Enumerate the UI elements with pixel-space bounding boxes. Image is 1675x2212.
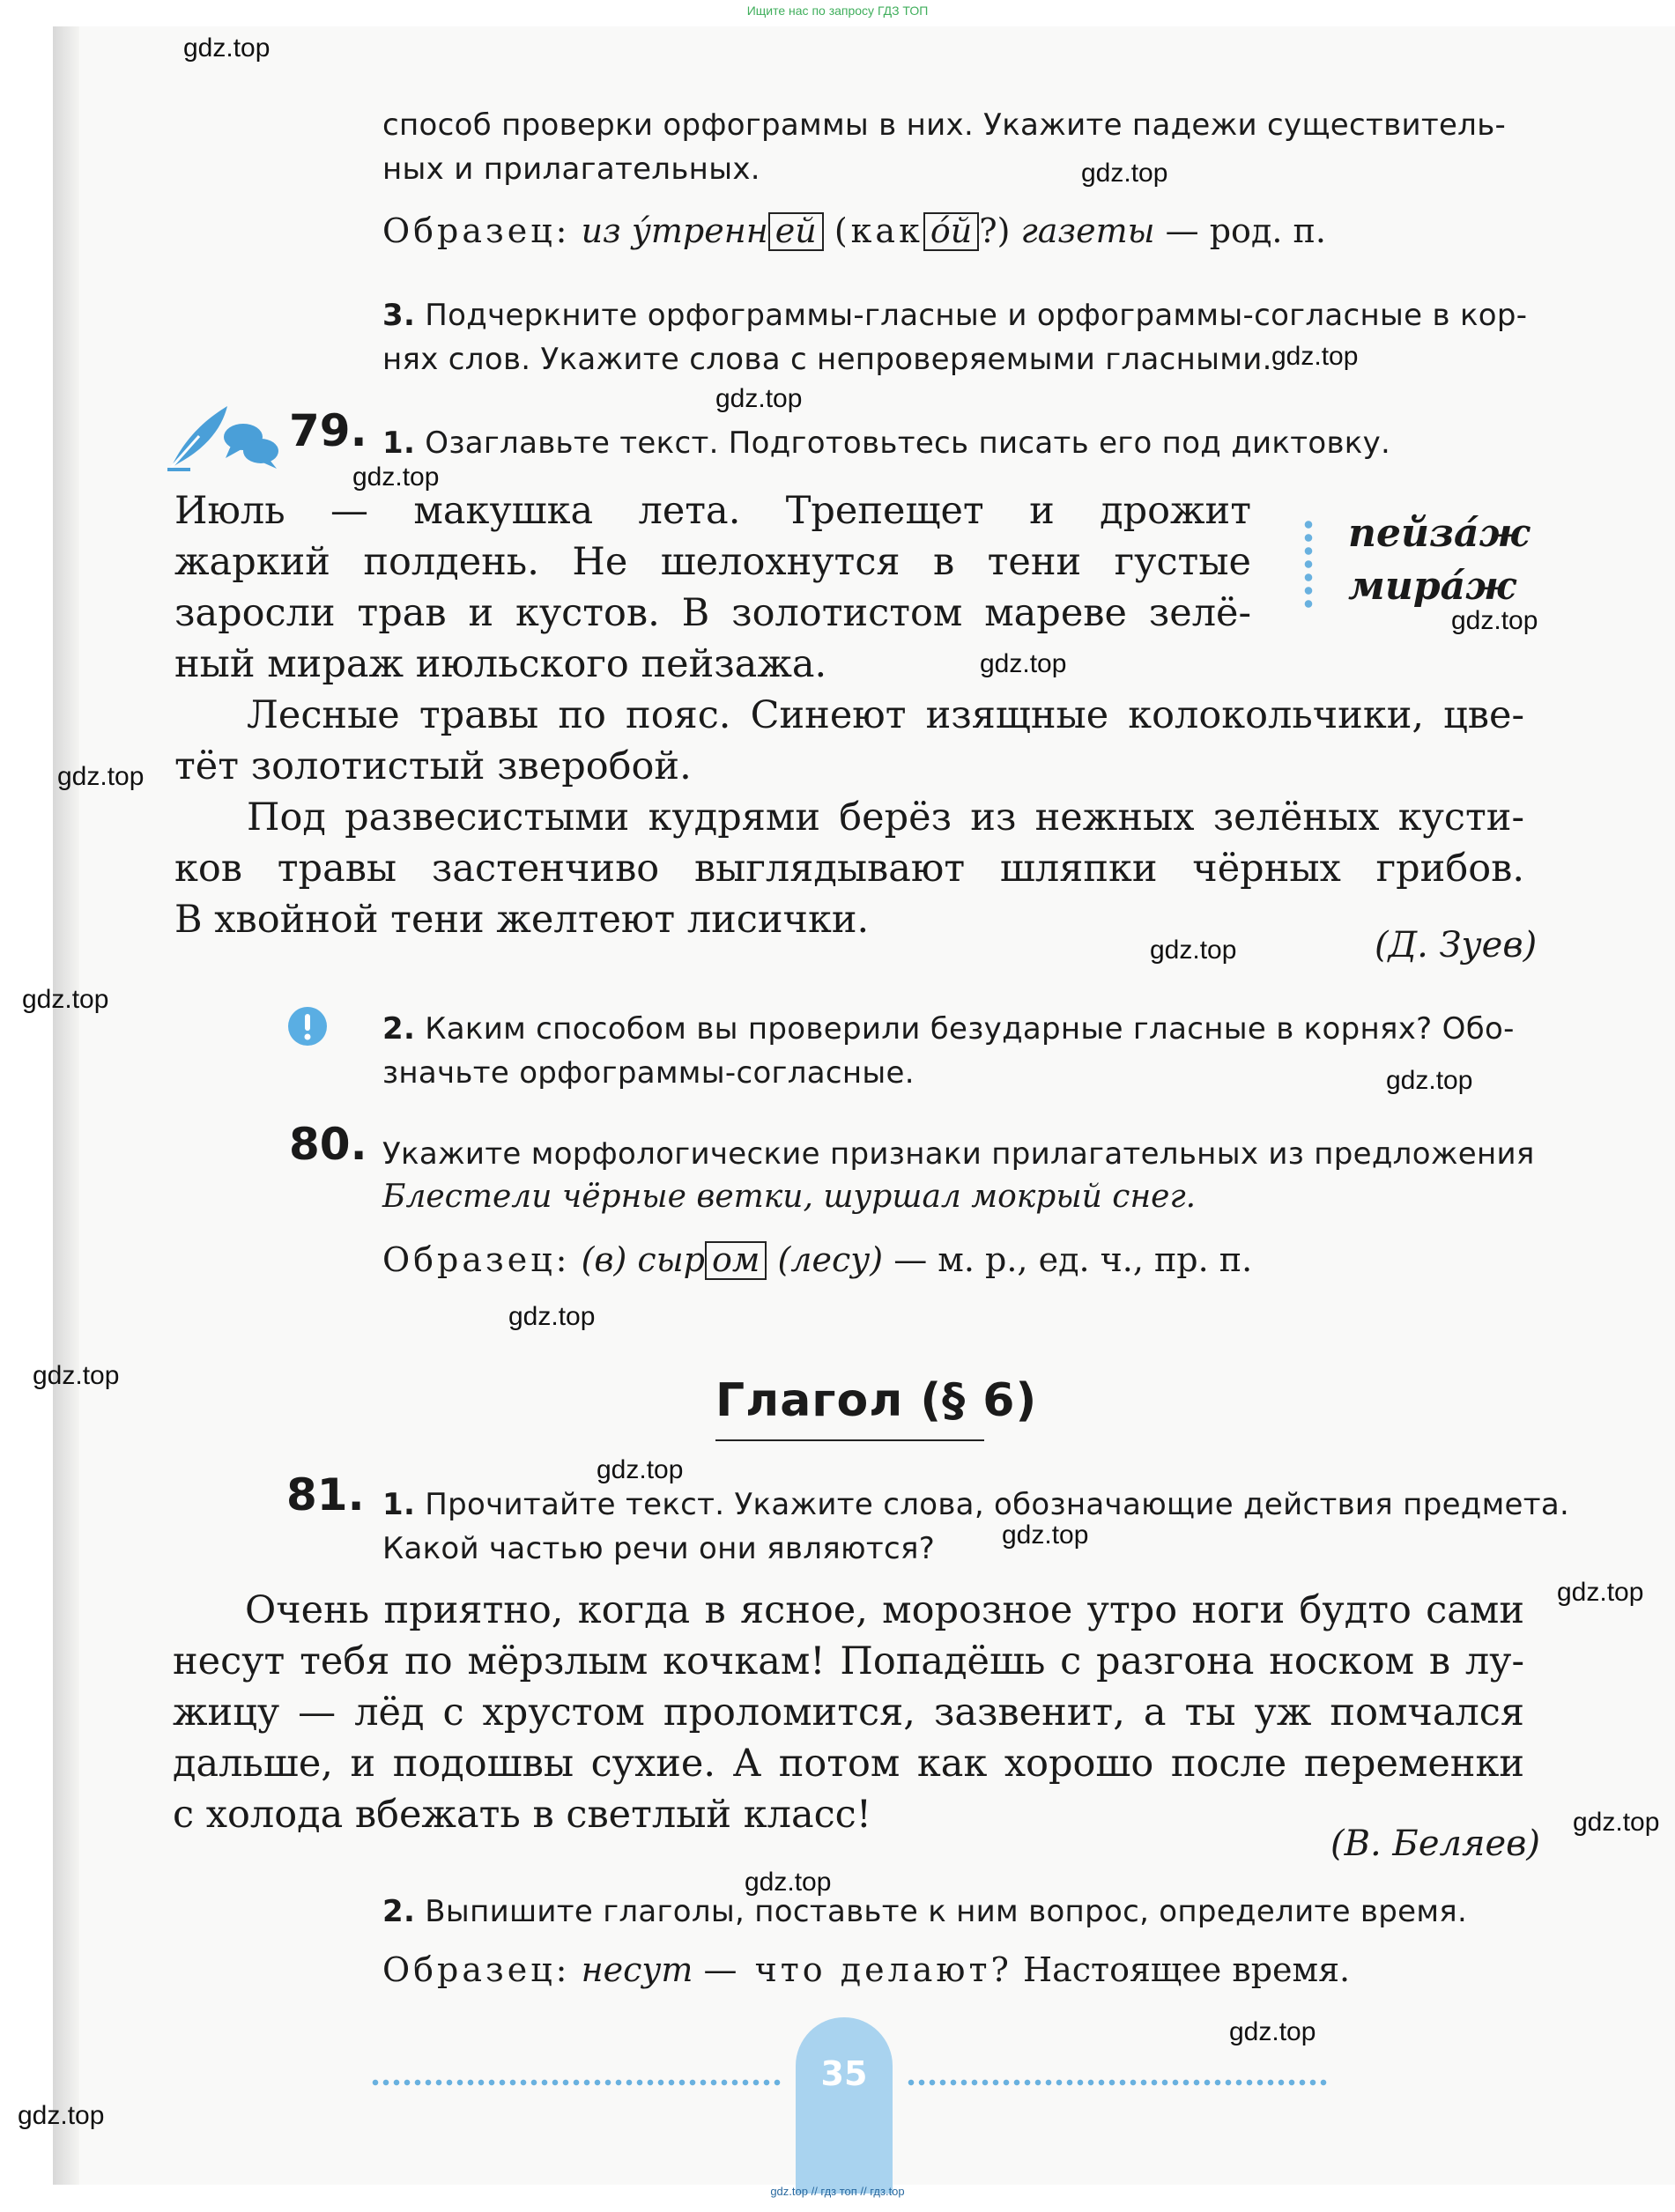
task81-item2 — [382, 1894, 1467, 1929]
item-number: 3. — [382, 298, 416, 333]
task80-line1: Укажите морфологические признаки прилагательных из предложения — [382, 1136, 1535, 1172]
watermark[interactable]: gdz.top — [22, 985, 109, 1014]
watermark[interactable]: gdz.top — [1271, 342, 1359, 371]
watermark[interactable]: gdz.top — [1386, 1066, 1473, 1095]
watermark[interactable]: gdz.top — [352, 462, 440, 492]
item-text: Выпишите глаголы, поставьте к ним вопрос, определите время. — [425, 1894, 1468, 1929]
task79-item2-line1 — [382, 1011, 1515, 1047]
task-number-81: 81. — [286, 1469, 365, 1520]
task79-text-line: Июль — макушка лета. Трепещет и дрожит — [174, 489, 1251, 533]
watermark[interactable]: gdz.top — [1081, 159, 1168, 188]
task-number-79: 79. — [289, 405, 367, 456]
sample-features: — м. р., ед. ч., пр. п. — [893, 1240, 1253, 1279]
sample-case: — род. п. — [1165, 211, 1326, 250]
task79-text-line: Под развесистыми кудрями берёз из нежных зелёных кусти- — [247, 795, 1524, 840]
sample-question: — что делают? — [703, 1950, 1012, 1989]
sample-ending-box: ей — [768, 212, 824, 251]
task79-item1 — [382, 425, 1390, 461]
chapter-title: Глагол (§ 6) — [715, 1374, 1038, 1427]
watermark[interactable]: gdz.top — [508, 1302, 596, 1331]
page-number: 35 — [820, 2054, 868, 2093]
task81-item1-line2: Какой частью речи они являются? — [382, 1531, 936, 1566]
footer-dots-left — [370, 2079, 784, 2086]
task78-item3-line1 — [382, 298, 1527, 333]
top-note: Ищите нас по запросу ГДЗ ТОП — [746, 4, 929, 18]
sample-label: Образец: — [382, 1950, 571, 1989]
watermark[interactable]: gdz.top — [745, 1868, 832, 1897]
task79-text-line: тёт золотистый зверобой. — [174, 744, 692, 788]
task81-text-line: несут тебя по мёрзлым кочкам! Попадёшь с разгона носком в лу- — [173, 1639, 1524, 1683]
item-number: 2. — [382, 1011, 416, 1047]
task79-text-line: В хвойной тени желтеют лисички. — [174, 898, 870, 942]
sample-question: (как — [834, 211, 923, 250]
task81-author: (В. Беляев) — [1330, 1824, 1541, 1864]
exclamation-icon — [287, 1006, 328, 1047]
task80-line2: Блестели чёрные ветки, шуршал мокрый снег. — [382, 1179, 1197, 1215]
item-text: Озаглавьте текст. Подготовьтесь писать его под диктовку. — [425, 425, 1391, 461]
task78-line2: ных и прилагательных. — [382, 152, 760, 187]
bottom-note: gdz.top // гдз топ // гдз.top — [770, 2185, 905, 2198]
watermark[interactable]: gdz.top — [980, 649, 1067, 678]
item-number: 1. — [382, 1487, 416, 1522]
watermark[interactable]: gdz.top — [1229, 2017, 1316, 2046]
watermark[interactable]: gdz.top — [1451, 606, 1538, 635]
sample-noun: (лесу) — [777, 1240, 884, 1279]
sample-noun: газеты — [1020, 211, 1155, 250]
sample-tense: Настоящее время. — [1022, 1950, 1351, 1989]
speech-bubbles-icon — [222, 421, 280, 470]
page-number-tab — [796, 2017, 893, 2194]
task79-author: (Д. Зуев) — [1375, 925, 1538, 965]
side-word: пейза́ж — [1348, 511, 1530, 556]
footer-dots-right — [906, 2079, 1329, 2086]
task79-text-line: ков травы застенчиво выглядывают шляпки чёрных грибов. — [174, 847, 1524, 891]
item-number: 1. — [382, 425, 416, 461]
watermark[interactable]: gdz.top — [1002, 1520, 1089, 1550]
watermark[interactable]: gdz.top — [597, 1455, 684, 1484]
item-text: Подчеркните орфограммы-гласные и орфограммы-согласные в кор- — [425, 298, 1528, 333]
watermark[interactable]: gdz.top — [1557, 1578, 1644, 1607]
task79-text-line: заросли трав и кустов. В золотистом мареве зелё- — [174, 591, 1251, 635]
task81-sample — [382, 1950, 1350, 1989]
sample-label: Образец: — [382, 211, 571, 250]
watermark[interactable]: gdz.top — [18, 2101, 105, 2130]
task81-item1-line1 — [382, 1487, 1569, 1522]
watermark[interactable]: gdz.top — [1150, 936, 1237, 965]
task81-text-line: дальше, и подошвы сухие. А потом как хорошо после переменки — [173, 1742, 1524, 1786]
item-number: 2. — [382, 1894, 416, 1929]
side-divider-dots — [1304, 518, 1313, 610]
watermark[interactable]: gdz.top — [715, 384, 803, 413]
sample-word: несут — [581, 1950, 693, 1989]
watermark[interactable]: gdz.top — [1573, 1808, 1660, 1837]
chapter-title-underline — [715, 1439, 984, 1441]
sample-ending-box: ом — [705, 1241, 767, 1280]
watermark[interactable]: gdz.top — [183, 33, 271, 63]
task78-line1: способ проверки орфограммы в них. Укажите падежи существитель- — [382, 107, 1507, 143]
sample-question-end: ?) — [979, 211, 1011, 250]
task81-text-line: с холода вбежать в светлый класс! — [173, 1793, 872, 1837]
watermark[interactable]: gdz.top — [57, 762, 145, 791]
task81-text-line: жицу — лёд с хрустом проломится, зазвенит, а ты уж помчался — [173, 1690, 1524, 1735]
item-text: Каким способом вы проверили безударные гласные в корнях? Обо- — [425, 1011, 1515, 1047]
sample-ending-box: о́й — [923, 212, 979, 251]
page-binding-shadow — [53, 26, 79, 2185]
side-word: мира́ж — [1348, 564, 1516, 609]
task-number-80: 80. — [289, 1119, 367, 1170]
task80-sample — [382, 1240, 1252, 1280]
task79-text-line: ный мираж июльского пейзажа. — [174, 642, 827, 686]
task78-item3-line2: нях слов. Укажите слова с непроверяемыми гласными. — [382, 342, 1272, 377]
sample-label: Образец: — [382, 1240, 571, 1279]
sample-word: (в) сыр — [581, 1240, 705, 1279]
task79-text-line: жаркий полдень. Не шелохнутся в тени густые — [174, 540, 1251, 584]
watermark[interactable]: gdz.top — [33, 1361, 120, 1390]
item-text: Прочитайте текст. Укажите слова, обозначающие действия предмета. — [425, 1487, 1570, 1522]
task81-text-line: Очень приятно, когда в ясное, морозное утро ноги будто сами — [245, 1588, 1524, 1632]
task79-text-line: Лесные травы по пояс. Синеют изящные колокольчики, цве- — [247, 693, 1524, 737]
task78-sample — [382, 211, 1326, 251]
sample-word: из у́тренн — [581, 211, 768, 250]
task79-item2-line2: значьте орфограммы-согласные. — [382, 1055, 915, 1091]
